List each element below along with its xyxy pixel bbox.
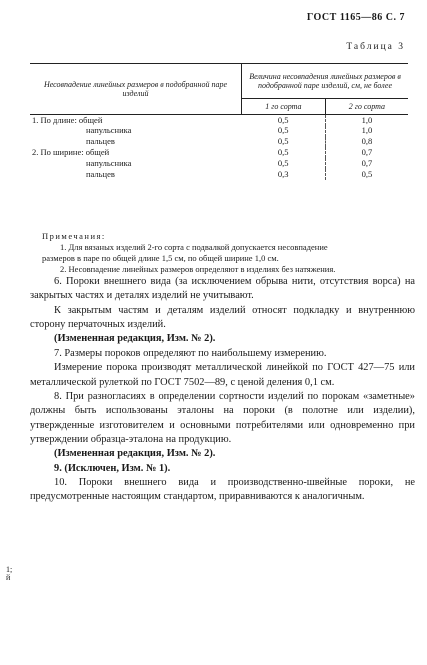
row-label: напульсника bbox=[86, 157, 132, 168]
grade-1-value: 0,5 bbox=[242, 137, 326, 148]
row-label: пальцев bbox=[86, 136, 115, 147]
column-header-grade-2: 2 го сорта bbox=[325, 99, 408, 115]
amendment-note: (Измененная редакция, Изм. № 2). bbox=[54, 448, 216, 460]
row-label: 2. По ширине: общей bbox=[32, 146, 110, 157]
column-header-tolerance: Величина несовпадения линейных размеров в подобранной паре изделий, см, не более bbox=[242, 64, 409, 99]
table-caption: Таблица 3 bbox=[346, 42, 405, 52]
table-row bbox=[30, 137, 408, 148]
grade-2-value: 0,7 bbox=[361, 157, 373, 168]
paragraph-7-measurement: Измерение порока производят металлической линейкой по ГОСТ 427—75 или металлической рулеткой по ГОСТ 7502—89, с ценой деления 0,1 см. bbox=[30, 362, 415, 388]
notes-block bbox=[42, 231, 414, 275]
note-1-line-1: 1. Для вязаных изделий 2-го сорта с подвалкой допускается несовпадение bbox=[60, 241, 328, 252]
paragraph-7: 7. Размеры пороков определяют по наибольшему измерению. bbox=[54, 347, 327, 359]
grade-2-value: 1,0 bbox=[361, 125, 373, 136]
paragraph-9: 9. (Исключен, Изм. № 1). bbox=[54, 462, 171, 474]
grade-2-value: 0,7 bbox=[361, 146, 373, 157]
paragraph-8: 8. При разногласиях в определении сортности изделий по порокам «заметные» должны быть использованы эталоны на пороки (в полотне или изделии), утвержденные изготовителем и основными потребителями или одновременно при утверждении образца-эталона на продукцию. bbox=[30, 390, 415, 445]
table-row bbox=[30, 115, 408, 126]
grade-2-value: 0,8 bbox=[361, 136, 373, 147]
row-label: 1. По длине: общей bbox=[32, 114, 103, 125]
row-label: пальцев bbox=[86, 168, 115, 179]
grade-1-value: 0,5 bbox=[242, 158, 326, 169]
page-header: ГОСТ 1165—86 С. 7 bbox=[306, 12, 405, 23]
amendment-note: (Измененная редакция, Изм. № 2). bbox=[54, 333, 216, 345]
table-row bbox=[30, 126, 408, 137]
table-row bbox=[30, 147, 408, 158]
grade-1-value: 0,5 bbox=[242, 147, 326, 158]
margin-mark: 1; й bbox=[6, 565, 13, 582]
body-text bbox=[30, 275, 415, 505]
column-header-grade-1: 1 го сорта bbox=[242, 99, 326, 115]
table-row bbox=[30, 158, 408, 169]
paragraph-10: 10. Пороки внешнего вида и производственно-швейные пороки, не предусмотренные настоящим стандартом, приравниваются к аналогичным. bbox=[30, 477, 415, 503]
note-1-line-2: размеров в паре по общей длине 1,5 см, по общей ширине 1,0 см. bbox=[42, 252, 279, 263]
column-header-mismatch: Несовпадение линейных размеров в подобранной паре изделий bbox=[30, 64, 242, 115]
tolerance-table bbox=[30, 63, 408, 180]
paragraph-6: 6. Пороки внешнего вида (за исключением обрыва нити, отсутствия ворса) на закрытых частях и деталях изделий не учитывают. bbox=[30, 276, 415, 302]
paragraph-6-closed-parts: К закрытым частям и деталям изделий относят подкладку и внутреннюю сторону перчаточных изделий. bbox=[30, 304, 415, 331]
note-2: 2. Несовпадение линейных размеров определяют в изделиях без натяжения. bbox=[60, 263, 336, 274]
row-label: напульсника bbox=[86, 125, 132, 136]
grade-2-value: 0,5 bbox=[361, 168, 373, 179]
grade-1-value: 0,5 bbox=[242, 126, 326, 137]
grade-2-value: 1,0 bbox=[361, 114, 373, 125]
notes-title: Примечания: bbox=[42, 231, 106, 241]
grade-1-value: 0,3 bbox=[242, 169, 326, 180]
table-row bbox=[30, 169, 408, 180]
grade-1-value: 0,5 bbox=[242, 115, 326, 126]
